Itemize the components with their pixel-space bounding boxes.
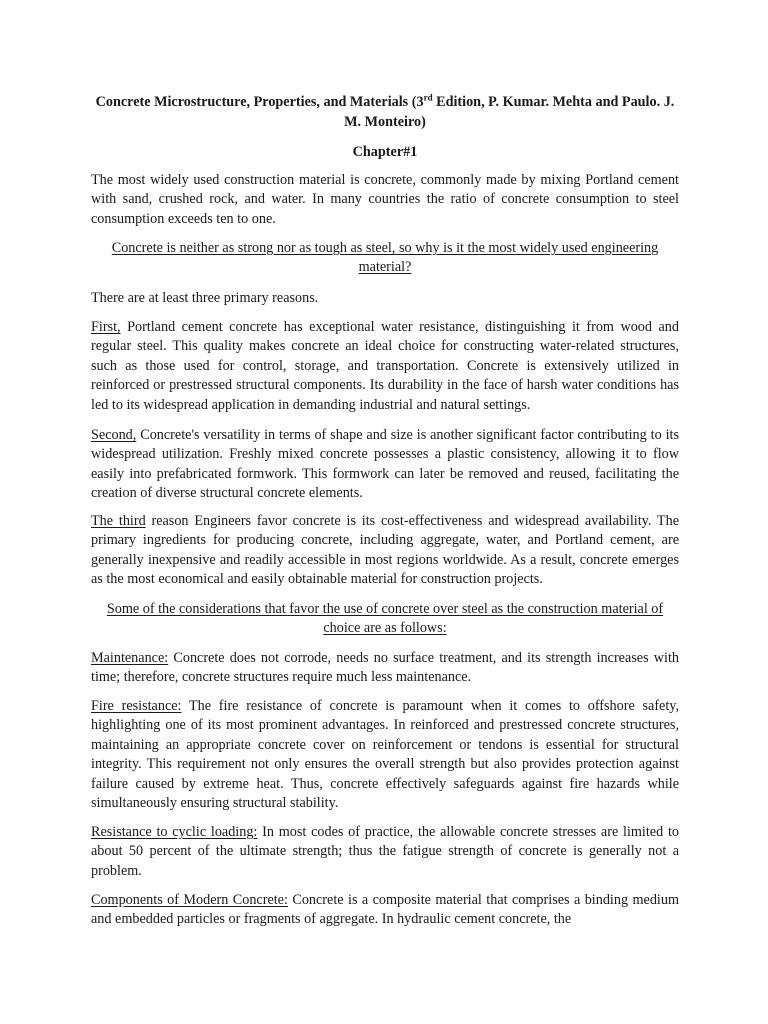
- first-reason-label: First,: [91, 319, 121, 335]
- title-superscript: rd: [423, 92, 433, 103]
- cyclic-loading-label: Resistance to cyclic loading:: [91, 824, 258, 840]
- second-reason-text: Concrete's versatility in terms of shape and size is another significant factor contributing to its widespread utilization. Freshly mixed concrete possesses a plastic consistency, allowing it to flow easily into prefabricated formwork. This formwork can later be removed and reused, facilitating the creation of diverse structural concrete elements.: [91, 427, 679, 502]
- fire-resistance-label: Fire resistance:: [91, 698, 182, 714]
- maintenance-text: Concrete does not corrode, needs no surface treatment, and its strength increases with time; therefore, concrete structures require much less maintenance.: [91, 650, 679, 686]
- title-part2: Edition, P. Kumar. Mehta and Paulo. J. M. Monteiro): [344, 94, 675, 130]
- cyclic-loading-paragraph: [91, 823, 679, 881]
- components-paragraph: [91, 891, 679, 930]
- components-label: Components of Modern Concrete:: [91, 892, 288, 908]
- fire-resistance-text: The fire resistance of concrete is paramount when it comes to offshore safety, highlighting one of its most prominent advantages. In reinforced and prestressed concrete structures, maintaining an appropriate concrete cover on reinforcement or tendons is essential for structural integrity. This requirement not only ensures the overall strength but also provides protection against failure caused by extreme heat. Thus, concrete effectively safeguards against fire hazards while simultaneously ensuring structural stability.: [91, 698, 680, 812]
- first-reason-paragraph: [91, 318, 679, 415]
- title-part1: Concrete Microstructure, Properties, and Materials (3: [95, 94, 424, 110]
- question-heading-1: Concrete is neither as strong nor as tough as steel, so why is it the most widely used engineering material?: [111, 240, 659, 276]
- question-heading-2: Some of the considerations that favor the use of concrete over steel as the construction material of choice are as follows:: [106, 601, 664, 637]
- first-reason-text: Portland cement concrete has exceptional water resistance, distinguishing it from wood and regular steel. This quality makes concrete an ideal choice for constructing water-related structures, such as those used for control, storage, and transportation. Concrete is extensively utilized in reinforced or prestressed structural components. Its durability in the face of harsh water conditions has led to its widespread application in demanding industrial and natural settings.: [91, 319, 679, 413]
- chapter-heading: Chapter#1: [352, 144, 418, 160]
- document-title: [91, 92, 679, 132]
- third-reason-label: The third: [91, 513, 146, 529]
- second-reason-paragraph: [91, 426, 679, 504]
- third-reason-paragraph: [91, 512, 679, 590]
- cyclic-loading-text: In most codes of practice, the allowable concrete stresses are limited to about 50 percent of the ultimate strength; thus the fatigue strength of concrete is generally not a problem.: [91, 824, 680, 879]
- intro-paragraph: The most widely used construction material is concrete, commonly made by mixing Portland cement with sand, crushed rock, and water. In many countries the ratio of concrete consumption to steel consumption exceeds ten to one.: [91, 172, 679, 227]
- components-text: Concrete is a composite material that comprises a binding medium and embedded particles or fragments of aggregate. In hydraulic cement concrete, the: [91, 892, 679, 928]
- second-reason-label: Second,: [91, 427, 137, 443]
- fire-resistance-paragraph: [91, 697, 679, 813]
- maintenance-paragraph: [91, 649, 679, 688]
- reasons-intro: There are at least three primary reasons.: [91, 290, 319, 306]
- third-reason-text: reason Engineers favor concrete is its cost-effectiveness and widespread availability. The primary ingredients for producing concrete, including aggregate, water, and Portland cement, are generally inexpensive and readily accessible in most regions worldwide. As a result, concrete emerges as the most economical and easily obtainable material for construction projects.: [91, 513, 679, 588]
- maintenance-label: Maintenance:: [91, 650, 169, 666]
